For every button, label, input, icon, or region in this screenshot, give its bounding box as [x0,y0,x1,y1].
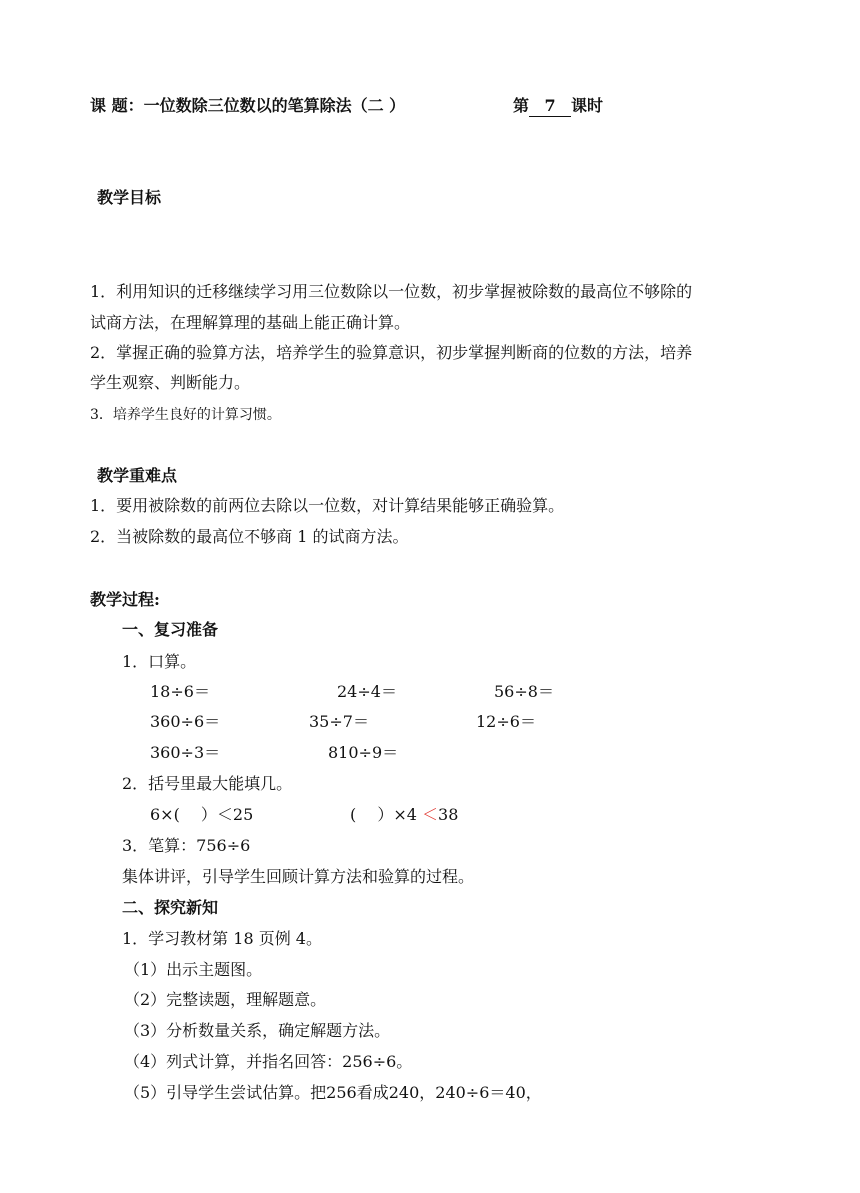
oral-calc-item: 12÷6＝ [476,712,536,731]
lesson-topic: 课 题：一位数除三位数以的笔算除法（二 ） [90,96,406,115]
oral-calc-item: 810÷9＝ [328,743,399,762]
fill-blank-b-expr: ( ）×4 [350,805,417,824]
goal-line: 2．掌握正确的验算方法，培养学生的验算意识，初步掌握判断商的位数的方法，培养 [90,343,693,362]
fill-blank-b [350,805,458,825]
section-explore: 二、探究新知 [122,898,219,917]
oral-calc-item: 360÷3＝ [150,743,221,762]
review-note: 集体讲评，引导学生回顾计算方法和验算的过程。 [122,867,475,886]
lesson-suffix: 课时 [571,96,604,115]
less-than-sign: ＜ [422,805,439,824]
fill-blank-a: 6×( ）＜25 [150,805,254,824]
step-line: （2）完整读题，理解题意。 [124,990,327,1009]
fill-blank-b-num: 38 [438,805,459,824]
section-review-prep: 一、复习准备 [122,620,219,639]
lesson-prefix: 第 [513,96,530,115]
fill-blank-label: 2．括号里最大能填几。 [122,774,293,793]
oral-calc-item: 18÷6＝ [150,682,210,701]
goal-line: 3．培养学生良好的计算习惯。 [90,407,281,423]
key-point-line: 2．当被除数的最高位不够商 1 的试商方法。 [90,527,409,546]
oral-calc-item: 35÷7＝ [309,712,369,731]
oral-calc-item: 360÷6＝ [150,712,221,731]
oral-calc-label: 1．口算。 [122,652,197,671]
oral-calc-item: 56÷8＝ [494,682,554,701]
step-line: （5）引导学生尝试估算。把256看成240，240÷6＝40， [124,1083,542,1102]
goal-line: 1．利用知识的迁移继续学习用三位数除以一位数，初步掌握被除数的最高位不够除的 [90,282,693,301]
goal-line: 学生观察、判断能力。 [90,373,251,392]
step-line: （3）分析数量关系，确定解题方法。 [124,1021,391,1040]
goals-heading: 教学目标 [97,188,162,207]
step-line: （4）列式计算，并指名回答：256÷6。 [124,1052,413,1071]
key-points-heading: 教学重难点 [97,466,178,485]
process-heading: 教学过程: [90,590,160,609]
oral-calc-item: 24÷4＝ [337,682,397,701]
goal-line: 试商方法，在理解算理的基础上能正确计算。 [90,313,411,332]
lesson-number-line [513,96,603,117]
key-point-line: 1．要用被除数的前两位去除以一位数，对计算结果能够正确验算。 [90,496,565,515]
lesson-number: 7 [529,96,571,117]
written-calc: 3．笔算：756÷6 [122,836,251,855]
step-line: （1）出示主题图。 [124,960,263,979]
study-line: 1．学习教材第 18 页例 4。 [122,929,322,948]
